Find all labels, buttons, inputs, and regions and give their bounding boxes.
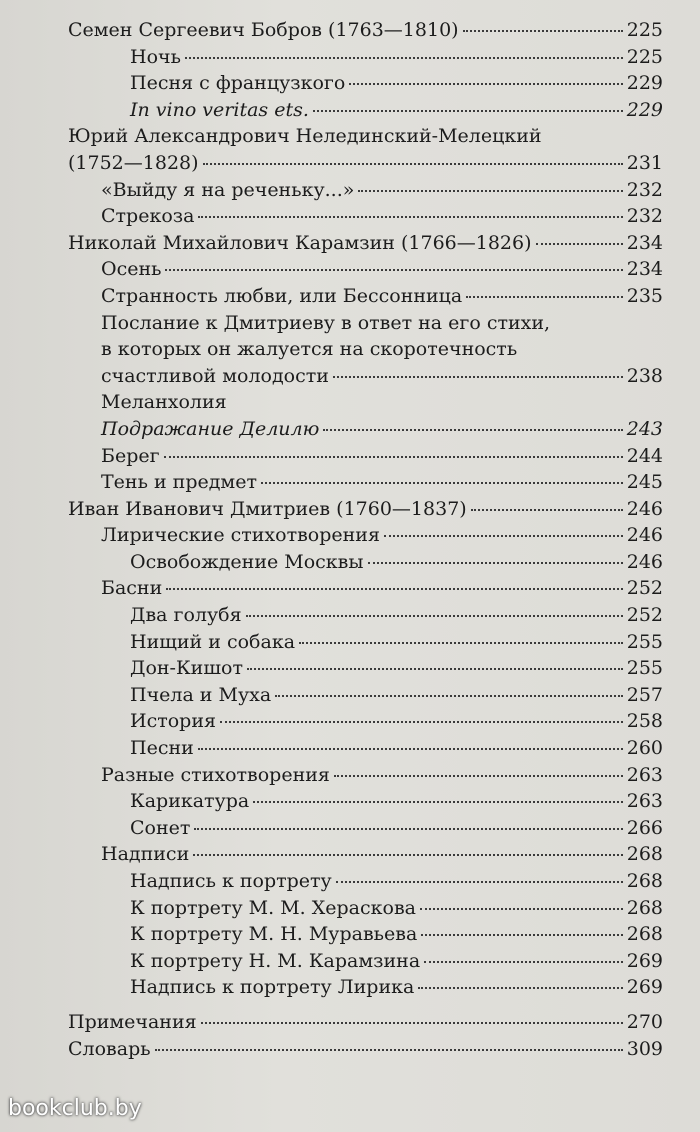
toc-leader-dots [166,588,622,590]
toc-page-number: 232 [626,205,663,228]
toc-entry [68,469,663,496]
toc-entry [68,97,663,124]
toc-entry-title: Карикатура [130,790,250,813]
toc-entry-title: In vino veritas ets. [130,98,309,121]
toc-leader-dots [336,881,623,883]
toc-entry-title: Странность любви, или Бессонница [101,284,463,307]
toc-entry [68,788,663,815]
toc-page-number: 252 [626,577,663,600]
toc-entry-title: Иван Иванович Дмитриев (1760—1837) [68,497,467,520]
toc-entry [68,549,663,576]
toc-page-number: 268 [626,870,663,892]
toc-leader-dots [246,615,623,617]
toc-entry-title: Пчела и Муха [130,683,272,706]
toc-page-number: 263 [626,790,663,813]
toc-entry [68,735,663,762]
toc-entry [68,336,663,363]
toc-entry-title: Песня с французкого [130,72,346,95]
table-of-contents [68,17,663,1062]
toc-leader-dots [368,562,623,564]
toc-page-number: 229 [626,72,663,95]
toc-entry [68,948,663,975]
toc-entry [68,1036,663,1063]
toc-leader-dots [463,30,623,32]
toc-page-number: 258 [626,710,663,733]
toc-page-number: 243 [626,417,663,440]
toc-entry [68,655,663,682]
toc-entry [68,496,663,523]
toc-page-number: 245 [626,471,663,494]
toc-page-number: 268 [626,896,663,919]
toc-gap [68,1001,663,1009]
toc-leader-dots [349,83,622,85]
toc-entry [68,974,663,1001]
toc-entry-title: Ночь [130,45,181,68]
toc-leader-dots [164,456,623,458]
toc-page-number: 268 [626,843,663,866]
toc-entry-title: Нищий и собака [130,630,296,653]
toc-leader-dots [194,828,622,830]
toc-page-number: 238 [626,364,663,387]
toc-entry-title: Семен Сергеевич Бобров (1763—1810) [68,19,459,41]
toc-entry-title: Разные стихотворения [101,763,330,786]
toc-leader-dots [536,243,623,245]
toc-page-number: 225 [626,45,663,68]
toc-page-number: 309 [626,1037,663,1060]
toc-leader-dots [358,190,622,192]
toc-entry [68,150,663,177]
toc-leader-dots [471,509,623,511]
toc-entry [68,177,663,204]
toc-leader-dots [155,1049,623,1051]
toc-leader-dots [418,987,622,989]
toc-entry [68,575,663,602]
toc-entry-title: Басни [101,577,163,600]
toc-entry-title: Тень и предмет [101,471,257,494]
toc-entry [68,762,663,789]
toc-page-number: 266 [626,816,663,839]
toc-entry-title: Сонет [130,816,191,839]
toc-entry-title: Лирические стихотворения [101,524,380,547]
toc-entry [68,70,663,97]
toc-page-number: 246 [626,550,663,573]
toc-entry [68,363,663,390]
toc-entry [68,629,663,656]
toc-entry-title: в которых он жалуется на скоротечность [101,338,518,361]
toc-entry-title: Песни [130,737,194,760]
toc-page-number: 246 [626,497,663,520]
toc-entry-title: Подражание Делилю [101,417,320,440]
toc-page-number: 255 [626,657,663,680]
toc-leader-dots [201,1022,623,1024]
toc-page-number: 269 [626,949,663,972]
toc-leader-dots [253,801,622,803]
toc-leader-dots [334,775,623,777]
toc-page-number: 244 [626,444,663,467]
toc-leader-dots [466,296,623,298]
toc-leader-dots [185,57,623,59]
toc-page-number: 270 [626,1010,663,1033]
toc-entry [68,256,663,283]
toc-page-number: 235 [626,284,663,307]
toc-entry [68,310,663,337]
toc-page-number: 246 [626,524,663,547]
toc-entry [68,602,663,629]
toc-leader-dots [198,216,622,218]
toc-entry [68,522,663,549]
toc-entry [68,868,663,895]
toc-entry-title: Надписи [101,843,190,866]
toc-entry-title: Меланхолия [101,391,227,414]
toc-entry-title: Два голубя [130,604,242,627]
toc-leader-dots [198,748,623,750]
toc-entry [68,895,663,922]
toc-leader-dots [299,642,623,644]
toc-entry [68,921,663,948]
toc-entry [68,1009,663,1036]
toc-leader-dots [203,163,623,165]
toc-entry-title: «Выйду я на реченьку...» [101,178,355,201]
toc-entry-title: Осень [101,258,162,281]
toc-entry [68,203,663,230]
toc-entry-title: Послание к Дмитриеву в ответ на его стихи, [101,311,551,334]
toc-entry [68,841,663,868]
toc-entry-title: К портрету Н. М. Карамзина [130,949,421,972]
toc-leader-dots [421,934,622,936]
toc-page-number: 268 [626,923,663,946]
toc-leader-dots [384,535,623,537]
toc-entry [68,708,663,735]
toc-entry [68,416,663,443]
toc-leader-dots [193,854,623,856]
toc-page-number: 234 [626,231,663,254]
toc-entry-title: Стрекоза [101,205,195,228]
toc-entry-title: Юрий Александрович Нелединский-Мелецкий [68,125,542,148]
toc-page-number: 257 [626,683,663,706]
toc-leader-dots [424,961,623,963]
toc-entry-title: Берег [101,444,160,467]
toc-page-number: 231 [626,151,663,174]
toc-entry [68,443,663,470]
toc-entry-title: Освобождение Москвы [130,550,364,573]
toc-page-number: 232 [626,178,663,201]
toc-entry [68,389,663,416]
toc-entry [68,123,663,150]
toc-page-number: 263 [626,763,663,786]
toc-leader-dots [333,376,623,378]
toc-leader-dots [420,908,623,910]
toc-leader-dots [165,269,622,271]
watermark: bookclub.by [8,1096,142,1121]
toc-entry [68,682,663,709]
toc-entry-title: (1752—1828) [68,151,199,174]
toc-page-number: 260 [626,737,663,760]
toc-page-number: 252 [626,604,663,627]
toc-page-number: 255 [626,630,663,653]
toc-entry-title: История [130,710,216,733]
toc-page-number: 229 [626,98,663,121]
toc-leader-dots [313,110,623,112]
toc-leader-dots [261,482,623,484]
toc-entry-title: Словарь [68,1037,151,1060]
toc-leader-dots [247,668,623,670]
toc-entry-title: Примечания [68,1010,197,1033]
toc-entry-title: счастливой молодости [101,364,329,387]
toc-page-number: 269 [626,976,663,999]
toc-page-number: 225 [626,19,663,41]
toc-entry [68,283,663,310]
toc-leader-dots [323,429,622,431]
toc-entry [68,44,663,71]
toc-entry-title: Николай Михайлович Карамзин (1766—1826) [68,231,532,254]
toc-entry [68,230,663,257]
toc-entry-title: Надпись к портрету Лирика [130,976,415,999]
toc-entry-title: Дон-Кишот [130,657,243,680]
toc-entry [68,815,663,842]
toc-entry-title: К портрету М. М. Хераскова [130,896,416,919]
toc-entry-title: К портрету М. Н. Муравьева [130,923,418,946]
toc-leader-dots [275,695,623,697]
toc-entry [68,17,663,44]
toc-page-number: 234 [626,258,663,281]
toc-leader-dots [220,721,623,723]
toc-entry-title: Надпись к портрету [130,870,332,892]
